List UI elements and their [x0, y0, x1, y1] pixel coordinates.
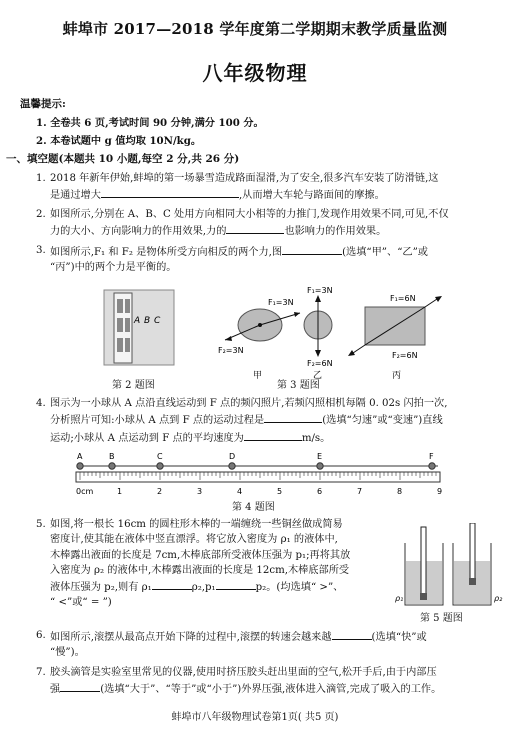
ruler-tick-label: 3 — [197, 487, 203, 496]
bing-f1: F₁=6N — [390, 294, 416, 303]
answer-blank[interactable] — [60, 680, 100, 692]
ball-point-d — [229, 463, 235, 469]
beaker-1 — [395, 527, 443, 605]
yi-f2: F₂=6N — [307, 359, 333, 368]
ruler-tick-label: 6 — [317, 487, 323, 496]
ball-label-a: A — [77, 452, 83, 461]
rho1-label: ρ₁ — [395, 594, 404, 603]
panel-label-yi: 乙 — [313, 371, 323, 380]
figure-4-caption: 第 4 题图 — [232, 502, 275, 513]
answer-blank[interactable] — [152, 578, 192, 590]
ball-point-e — [317, 463, 323, 469]
bing-f2: F₂=6N — [392, 351, 418, 360]
ruler-tick-label: 4 — [237, 487, 243, 496]
panel-label-jia: 甲 — [253, 371, 263, 380]
beaker-figure — [395, 523, 505, 613]
page-footer: 蚌埠市八年级物理试卷第1页( 共5 页) — [171, 712, 339, 723]
ball-label-e: E — [317, 452, 323, 461]
ball-point-b — [109, 463, 115, 469]
panel-yi — [304, 286, 333, 380]
jia-f1: F₁=3N — [268, 298, 294, 307]
tip-item-1: 1. 全卷共 6 页,考试时间 90 分钟,满分 100 分。 — [36, 117, 264, 129]
question-4: 4. 图示为一小球从 A 点沿直线运动到 F 点的频闪照片,若频闪照相机每隔 0. 02s 闪拍一次, 分析照片可知:小球从 A 点到 F 点的运动过程是 (选填“匀速”或“变速”)直线 运动;小球从 A 点运动到 F 点的平均速度为 m/s。 — [36, 398, 448, 444]
ball-point-f — [429, 463, 435, 469]
ruler-tick-label: 8 — [397, 487, 403, 496]
answer-blank[interactable] — [244, 429, 302, 441]
ball-point-c — [157, 463, 163, 469]
ruler-tick-label: 7 — [357, 487, 363, 496]
exam-title: 蚌埠市 2017—2018 学年度第二学期期末教学质量监测 — [62, 20, 448, 38]
answer-blank[interactable] — [101, 186, 239, 198]
ruler-tick-label: 2 — [157, 487, 163, 496]
door-figure — [104, 290, 174, 365]
figure-3-caption: 第 3 题图 — [277, 380, 320, 391]
yi-f1: F₁=3N — [307, 286, 333, 295]
answer-blank[interactable] — [332, 628, 372, 640]
answer-blank[interactable] — [226, 222, 284, 234]
question-6: 6. 如图所示,滚摆从最高点开始下降的过程中,滚摆的转速会越来越 (选填“快”或 “慢”)。 — [36, 630, 427, 659]
jia-f2: F₂=3N — [218, 346, 244, 355]
ruler-figure — [70, 452, 450, 502]
ball-label-c: C — [157, 452, 163, 461]
exam-subtitle: 八年级物理 — [202, 61, 308, 85]
ruler-tick-label: 9 — [437, 487, 443, 496]
ruler-tick-label: 1 — [117, 487, 123, 496]
ball-label-b: B — [109, 452, 115, 461]
question-7: 7. 胶头滴管是实验室里常见的仪器,使用时挤压胶头赶出里面的空气,松开手后,由于内部压 强 (选填“大于”、“等于”或“小于”)外界压强,液体进入滴管,完成了吸入的工作。 — [36, 667, 442, 696]
door-label-a: A — [134, 316, 141, 326]
ruler-tick-label: 0cm — [76, 487, 94, 496]
beaker-2 — [453, 523, 503, 605]
panel-bing — [348, 294, 442, 380]
question-1: 1. 2018 年新年伊始,蚌埠的第一场暴雪造成路面湿滑,为了安全,很多汽车安装了防滑链,这 是通过增大 ,从而增大车轮与路面间的摩擦。 — [36, 173, 439, 202]
question-5: 5. 如图,将一根长 16cm 的圆柱形木棒的一端缠绕一些铜丝做成简易 密度计,使其能在液体中竖直漂浮。将它放入密度为 ρ₁ 的液体中, 木棒露出液面的长度是 7cm,木棒底部所受液体压强为 p₁;再将其放 入密度为 ρ₂ 的液体中,木棒露出液面的长度是 12cm,木棒底部所受 液体压强为 p₂,则有 ρ₁ ρ₂,p₁ p₂。(均选填“ >”、 “ <”或“ = ”) — [36, 519, 351, 609]
tip-item-2: 2. 本卷试题中 g 值均取 10N/kg。 — [36, 135, 202, 147]
ball-label-d: D — [229, 452, 236, 461]
tips-heading: 温馨提示: — [20, 98, 66, 110]
ruler-tick-label: 5 — [277, 487, 283, 496]
door-label-b: B — [144, 316, 151, 326]
answer-blank[interactable] — [282, 243, 342, 255]
door-label-c: C — [154, 316, 161, 326]
section-heading: 一、填空题(本题共 10 小题,每空 2 分,共 26 分) — [6, 153, 240, 165]
figure-2-3 — [100, 285, 480, 380]
panel-jia — [218, 298, 300, 380]
figure-2-caption: 第 2 题图 — [112, 380, 155, 391]
question-2: 2. 如图所示,分别在 A、B、C 处用方向相同大小相等的力推门,发现作用效果不同,可见,不仅 力的大小、方向影响力的作用效果,力的 也影响力的作用效果。 — [36, 209, 449, 238]
answer-blank[interactable] — [264, 411, 322, 423]
ball-point-a — [77, 463, 83, 469]
question-3: 3. 如图所示,F₁ 和 F₂ 是物体所受方向相反的两个力,图 (选填“甲”、“乙”或 “丙”)中的两个力是平衡的。 — [36, 245, 428, 274]
figure-5-caption: 第 5 题图 — [420, 613, 463, 624]
rho2-label: ρ₂ — [494, 594, 503, 603]
answer-blank[interactable] — [216, 578, 256, 590]
ball-label-f: F — [429, 452, 434, 461]
panel-label-bing: 丙 — [392, 371, 402, 380]
